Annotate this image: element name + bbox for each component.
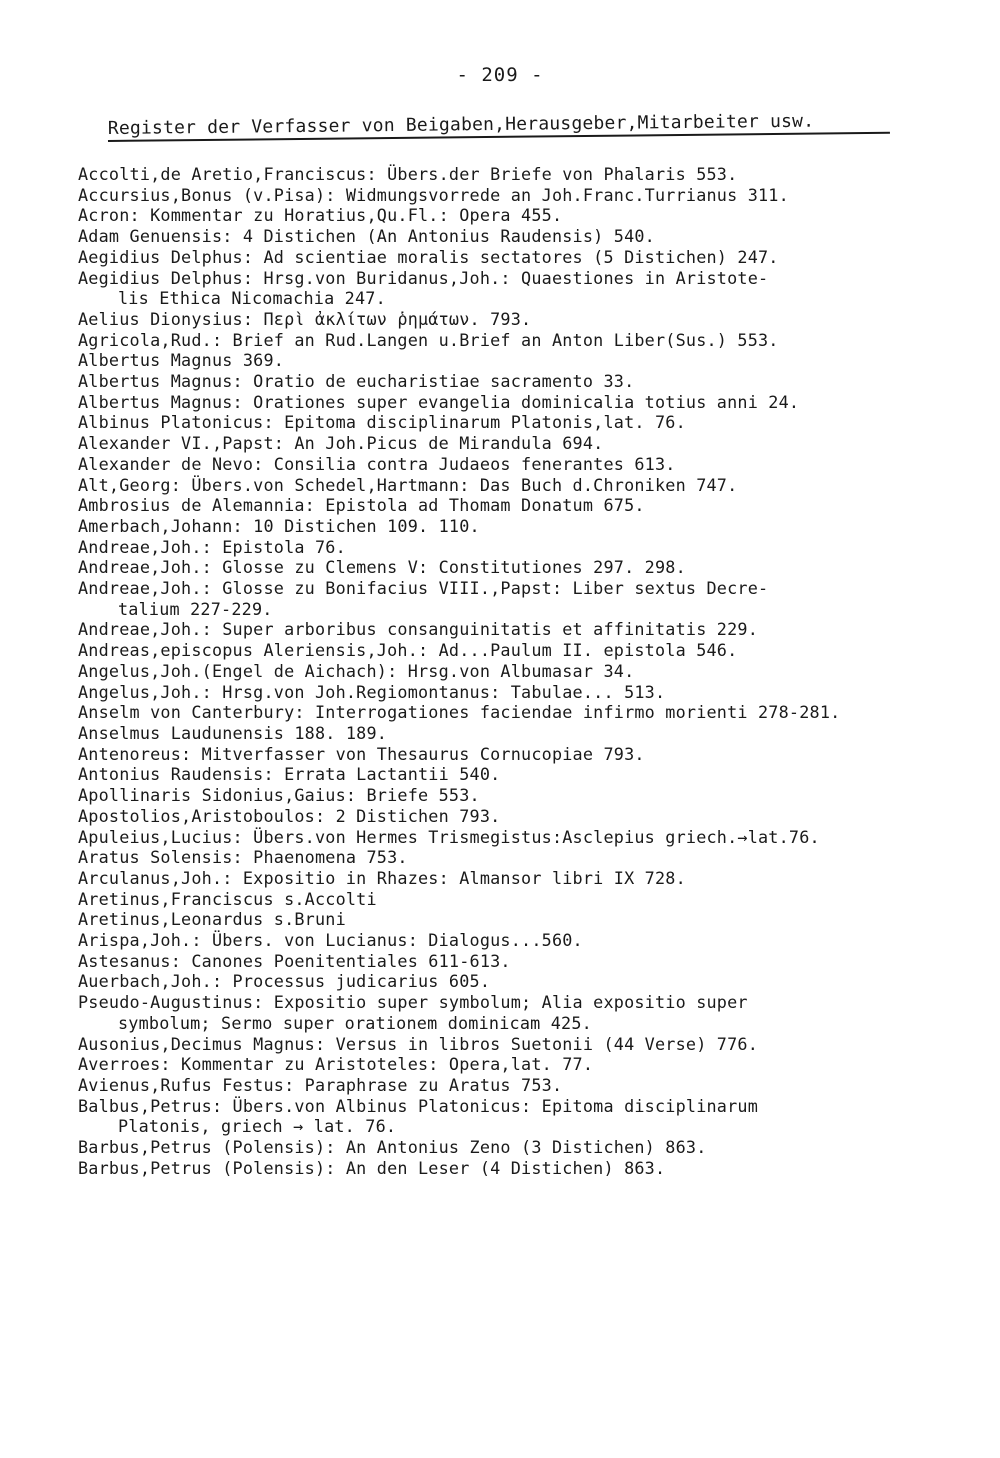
register-entry <box>78 951 928 972</box>
entry-text: Albinus Platonicus: Epitoma disciplinarum Platonis,lat. 76. <box>78 412 686 433</box>
entry-text: Anselmus Laudunensis 188. 189. <box>78 722 388 743</box>
register-entry <box>78 578 928 619</box>
entry-text: Anselm von Canterbury: Interrogationes faciendae infirmo morienti 278-281. <box>78 702 841 723</box>
page-number: - 209 - <box>456 64 544 86</box>
entry-text: Albertus Magnus: Oratio de eucharistiae sacramento 33. <box>78 371 635 392</box>
register-entry <box>78 909 928 930</box>
entry-text: Astesanus: Canones Poenitentiales 611-613. <box>78 950 511 971</box>
entry-text: Adam Genuensis: 4 Distichen (An Antonius Raudensis) 540. <box>78 226 655 247</box>
register-entry <box>78 702 928 723</box>
register-entry <box>78 475 928 496</box>
entry-text: Barbus,Petrus (Polensis): An Antonius Zeno (3 Distichen) 863. <box>78 1137 707 1158</box>
entry-text: Andreae,Joh.: Glosse zu Clemens V: Constitutiones 297. 298. <box>78 557 686 578</box>
entry-text: Aegidius Delphus: Hrsg.von Buridanus,Joh.: Quaestiones in Aristote- <box>78 267 769 288</box>
entry-text: Ausonius,Decimus Magnus: Versus in libros Suetonii (44 Verse) 776. <box>78 1033 759 1054</box>
entry-text: Amerbach,Johann: 10 Distichen 109. 110. <box>78 515 480 536</box>
entry-text: Ambrosius de Alemannia: Epistola ad Thomam Donatum 675. <box>78 495 645 516</box>
entry-text: Antonius Raudensis: Errata Lactantii 540. <box>78 764 501 785</box>
register-entry <box>78 1158 928 1179</box>
entry-text: Accolti,de Aretio,Franciscus: Übers.der Briefe von Phalaris 553. <box>78 164 738 184</box>
register-entry <box>78 661 928 682</box>
entry-text: Aretinus,Franciscus s.Accolti <box>78 888 377 909</box>
entry-text: Agricola,Rud.: Brief an Rud.Langen u.Brief an Anton Liber(Sus.) 553. <box>78 329 779 350</box>
entry-text: Balbus,Petrus: Übers.von Albinus Platonicus: Epitoma disciplinarum <box>78 1095 759 1116</box>
entry-text: Alexander de Nevo: Consilia contra Judaeos fenerantes 613. <box>78 453 676 474</box>
entry-text: Apollinaris Sidonius,Gaius: Briefe 553. <box>78 785 480 806</box>
entry-text: Auerbach,Joh.: Processus judicarius 605. <box>78 971 491 992</box>
entry-text: Arculanus,Joh.: Expositio in Rhazes: Almansor libri IX 728. <box>78 867 686 888</box>
register-entry <box>78 744 928 765</box>
register-entry <box>78 247 928 268</box>
register-entry <box>78 971 928 992</box>
register-entry <box>78 185 928 206</box>
entry-text: Pseudo-Augustinus: Expositio super symbolum; Alia expositio super <box>78 992 748 1013</box>
register-entry <box>78 164 928 185</box>
register-entry <box>78 433 928 454</box>
register-entry <box>78 930 928 951</box>
register-entry <box>78 309 928 330</box>
entry-text: Apostolios,Aristoboulos: 2 Distichen 793. <box>78 805 501 826</box>
register-entry <box>78 537 928 558</box>
register-entry <box>78 682 928 703</box>
entry-continuation: symbolum; Sermo super orationem dominicam 425. <box>118 1012 592 1033</box>
entry-text: Andreae,Joh.: Epistola 76. <box>78 536 346 557</box>
register-entry <box>78 764 928 785</box>
entry-text: Aegidius Delphus: Ad scientiae moralis sectatores (5 Distichen) 247. <box>78 246 779 267</box>
register-entry <box>78 495 928 516</box>
register-entry <box>78 889 928 910</box>
register-entry <box>78 557 928 578</box>
entry-continuation: talium 227-229. <box>118 598 273 619</box>
register-entry <box>78 827 928 848</box>
entry-text: Alt,Georg: Übers.von Schedel,Hartmann: Das Buch d.Chroniken 747. <box>78 474 738 495</box>
register-entry <box>78 847 928 868</box>
entry-text: Angelus,Joh.(Engel de Aichach): Hrsg.von Albumasar 34. <box>78 660 635 681</box>
entry-text: Arispa,Joh.: Übers. von Lucianus: Dialogus...560. <box>78 930 583 951</box>
register-entry <box>78 516 928 537</box>
entry-text: Angelus,Joh.: Hrsg.von Joh.Regiomontanus: Tabulae... 513. <box>78 681 666 702</box>
entry-text: Averroes: Kommentar zu Aristoteles: Opera,lat. 77. <box>78 1054 594 1075</box>
register-entry <box>78 1075 928 1096</box>
entry-text: Aratus Solensis: Phaenomena 753. <box>78 847 408 868</box>
entry-text: Antenoreus: Mitverfasser von Thesaurus Cornucopiae 793. <box>78 743 645 764</box>
register-entry <box>78 640 928 661</box>
entry-text: Andreae,Joh.: Super arboribus consanguinitatis et affinitatis 229. <box>78 619 759 640</box>
register-heading: Register der Verfasser von Beigaben,Herausgeber,Mitarbeiter usw. <box>108 110 890 142</box>
entry-text: Barbus,Petrus (Polensis): An den Leser (4 Distichen) 863. <box>78 1157 666 1178</box>
register-entries <box>78 164 928 1178</box>
entry-text: Aelius Dionysius: Περὶ ἀκλίτων ῥημάτων. 793. <box>78 308 532 329</box>
entry-continuation: Platonis, griech → lat. 76. <box>118 1116 397 1137</box>
entry-text: Albertus Magnus 369. <box>78 350 285 371</box>
register-entry <box>78 392 928 413</box>
entry-text: Andreas,episcopus Aleriensis,Joh.: Ad...Paulum II. epistola 546. <box>78 640 738 661</box>
entry-text: Alexander VI.,Papst: An Joh.Picus de Mirandula 694. <box>78 433 604 454</box>
register-entry <box>78 205 928 226</box>
entry-text: Acron: Kommentar zu Horatius,Qu.Fl.: Opera 455. <box>78 205 563 226</box>
entry-continuation: lis Ethica Nicomachia 247. <box>118 288 386 309</box>
register-entry <box>78 1137 928 1158</box>
entry-text: Andreae,Joh.: Glosse zu Bonifacius VIII.,Papst: Liber sextus Decre- <box>78 578 769 599</box>
register-entry <box>78 868 928 889</box>
register-entry <box>78 806 928 827</box>
register-entry <box>78 371 928 392</box>
register-entry <box>78 992 928 1033</box>
entry-text: Albertus Magnus: Orationes super evangelia dominicalia totius anni 24. <box>78 391 800 412</box>
entry-text: Apuleius,Lucius: Übers.von Hermes Trismegistus:Asclepius griech.→lat.76. <box>78 826 820 847</box>
register-entry <box>78 350 928 371</box>
entry-text: Aretinus,Leonardus s.Bruni <box>78 909 346 930</box>
register-entry <box>78 412 928 433</box>
register-entry <box>78 619 928 640</box>
register-entry <box>78 226 928 247</box>
register-entry <box>78 723 928 744</box>
register-entry <box>78 1096 928 1137</box>
register-entry <box>78 454 928 475</box>
register-entry <box>78 785 928 806</box>
register-entry <box>78 268 928 309</box>
register-entry <box>78 1054 928 1075</box>
entry-text: Accursius,Bonus (v.Pisa): Widmungsvorrede an Joh.Franc.Turrianus 311. <box>78 184 789 205</box>
register-entry <box>78 330 928 351</box>
register-entry <box>78 1034 928 1055</box>
entry-text: Avienus,Rufus Festus: Paraphrase zu Aratus 753. <box>78 1074 563 1095</box>
